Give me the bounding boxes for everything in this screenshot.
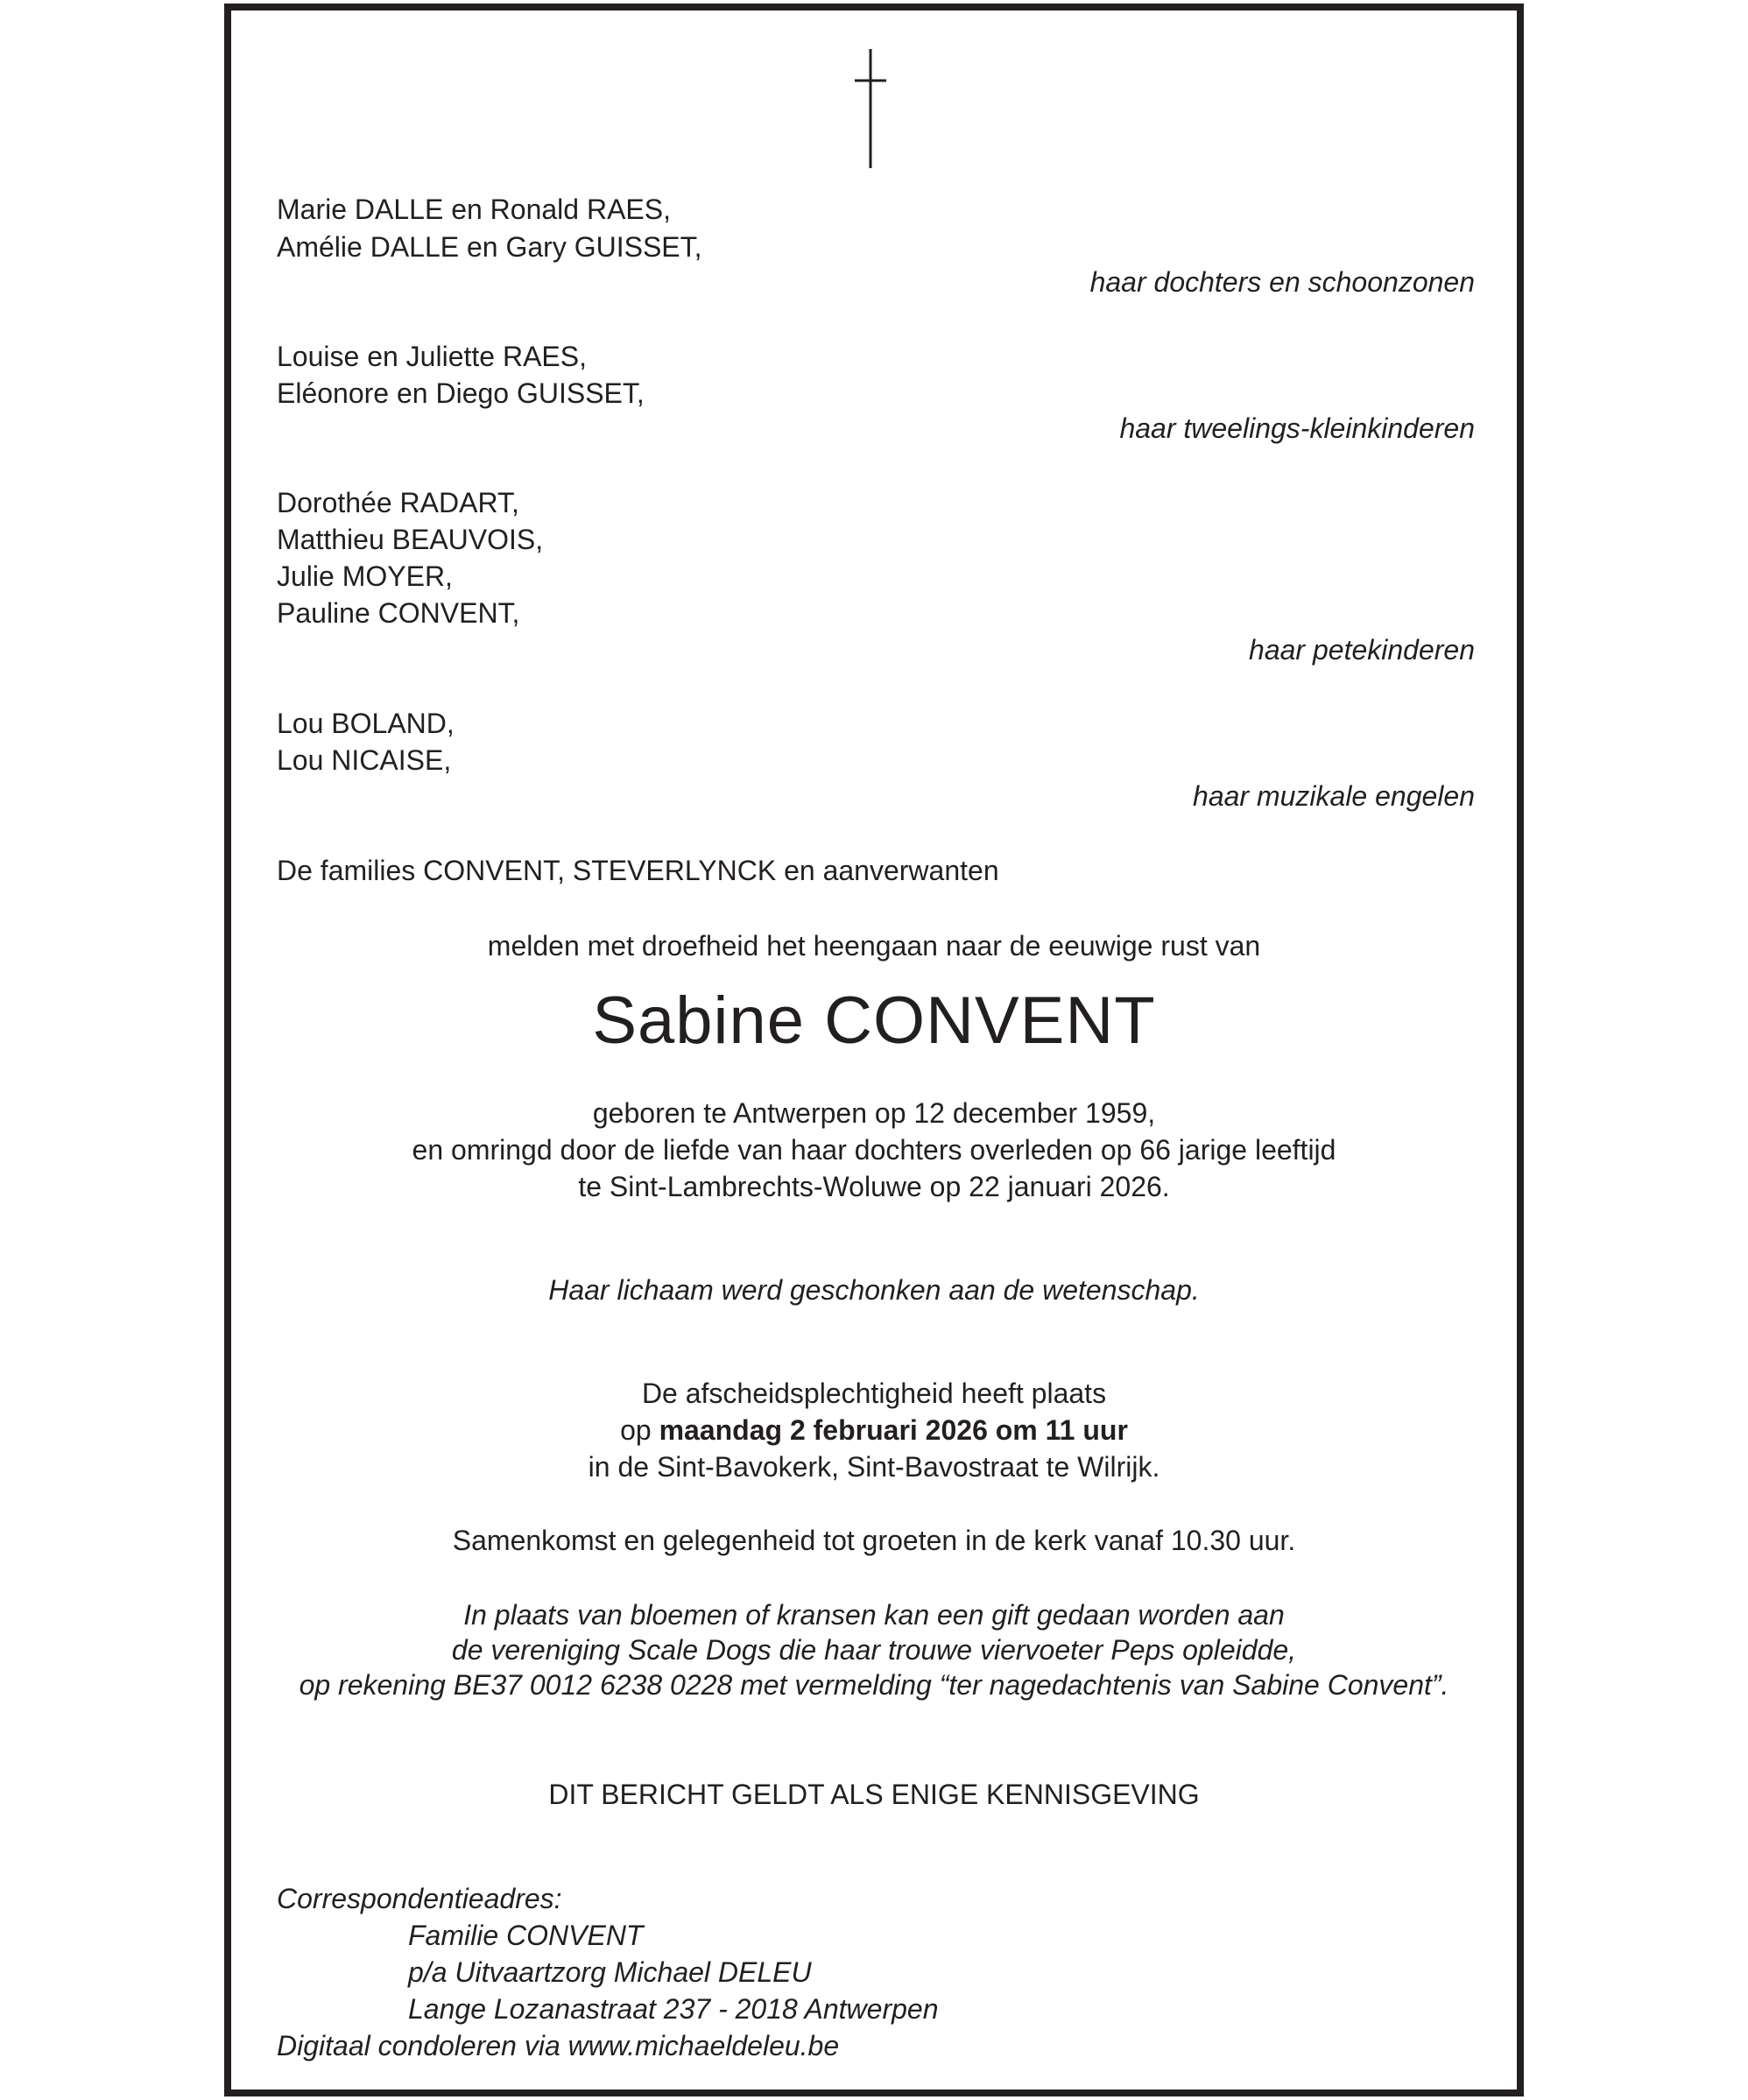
life-line: geboren te Antwerpen op 12 december 1959,	[592, 1097, 1156, 1129]
correspondence-label: Correspondentieadres:	[277, 1883, 562, 1914]
deceased-name: Sabine CONVENT	[592, 983, 1156, 1058]
correspondence-line: Familie CONVENT	[408, 1920, 644, 1951]
family-name: Lou NICAISE,	[277, 744, 452, 776]
family-name: Eléonore en Diego GUISSET,	[277, 377, 645, 409]
family-name: Dorothée RADART,	[277, 487, 519, 518]
family-name: Marie DALLE en Ronald RAES,	[277, 194, 671, 225]
ceremony-date-prefix: op	[620, 1414, 652, 1446]
cross-icon	[841, 46, 893, 172]
relation-label: haar muzikale engelen	[1193, 780, 1475, 812]
family-name: Julie MOYER,	[277, 560, 453, 592]
ceremony-intro: De afscheidsplechtigheid heeft plaats	[641, 1378, 1107, 1409]
body-donation-note: Haar lichaam werd geschonken aan de wetenschap.	[548, 1274, 1200, 1306]
family-name: Matthieu BEAUVOIS,	[277, 524, 544, 555]
ceremony-date-line	[224, 1412, 1524, 1448]
ceremony-date: maandag 2 februari 2026 om 11 uur	[659, 1414, 1128, 1446]
correspondence-line: Lange Lozanastraat 237 - 2018 Antwerpen	[408, 1993, 939, 2025]
announcement: melden met droefheid het heengaan naar de eeuwige rust van	[487, 930, 1261, 962]
family-name: Lou BOLAND,	[277, 708, 455, 739]
relation-label: haar tweelings-kleinkinderen	[1119, 412, 1475, 444]
donation-line: In plaats van bloemen of kransen kan een gift gedaan worden aan	[463, 1599, 1285, 1631]
families-line: De families CONVENT, STEVERLYNCK en aanverwanten	[277, 855, 999, 886]
notice-line: DIT BERICHT GELDT ALS ENIGE KENNISGEVING	[548, 1779, 1200, 1810]
family-name: Louise en Juliette RAES,	[277, 341, 587, 372]
gathering-info: Samenkomst en gelegenheid tot groeten in de kerk vanaf 10.30 uur.	[452, 1525, 1296, 1556]
life-line: en omringd door de liefde van haar dochters overleden op 66 jarige leeftijd	[412, 1134, 1336, 1166]
online-condolence: Digitaal condoleren via www.michaeldeleu.be	[277, 2030, 840, 2061]
donation-line: de vereniging Scale Dogs die haar trouwe viervoeter Peps opleidde,	[451, 1634, 1297, 1666]
family-name: Pauline CONVENT,	[277, 597, 520, 629]
relation-label: haar dochters en schoonzonen	[1089, 266, 1475, 298]
life-line: te Sint-Lambrechts-Woluwe op 22 januari 2026.	[578, 1171, 1170, 1202]
relation-label: haar petekinderen	[1249, 634, 1475, 666]
ceremony-location: in de Sint-Bavokerk, Sint-Bavostraat te Wilrijk.	[588, 1451, 1160, 1483]
family-name: Amélie DALLE en Gary GUISSET,	[277, 231, 702, 263]
correspondence-line: p/a Uitvaartzorg Michael DELEU	[408, 1956, 812, 1988]
donation-line: op rekening BE37 0012 6238 0228 met vermelding “ter nagedachtenis van Sabine Convent”.	[299, 1669, 1449, 1701]
